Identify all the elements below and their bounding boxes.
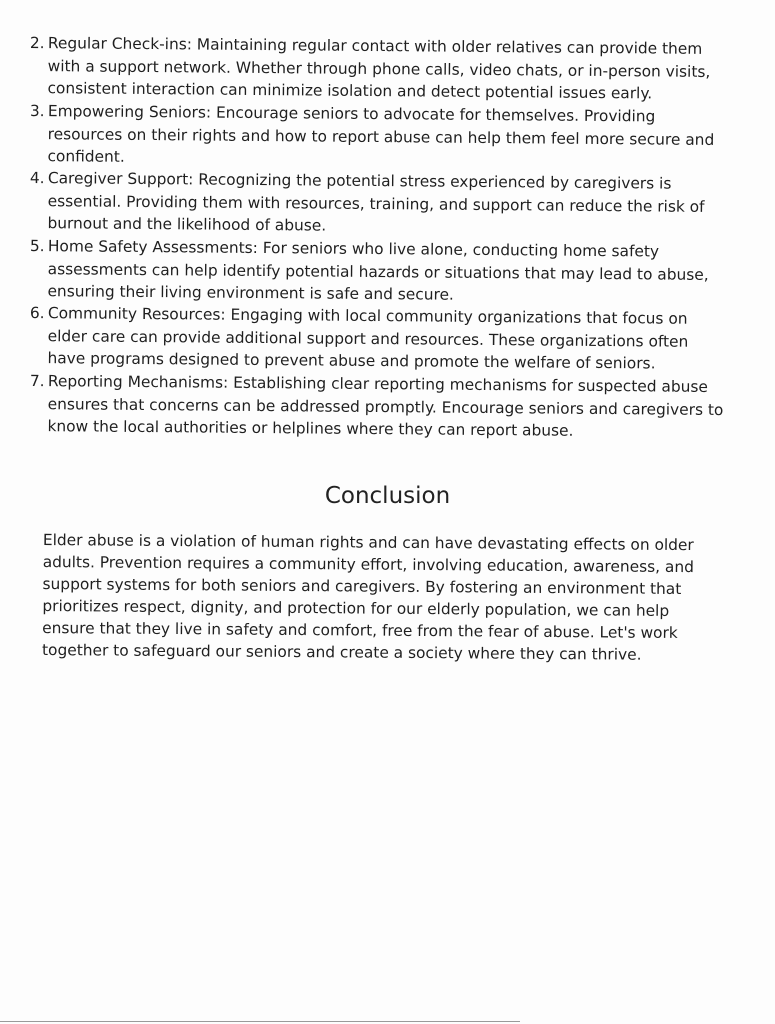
- list-item-number: 7.: [29, 371, 45, 390]
- list-item-number: 2.: [29, 33, 45, 53]
- list-item-text: Reporting Mechanisms: Establishing clear reporting mechanisms for suspected abuse ensures that concerns can be addressed promptly. Encourage seniors and caregivers to know the local authorities or helplines where they can report abuse.: [47, 371, 724, 440]
- list-item-number: 4.: [29, 168, 45, 188]
- list-item: [29, 370, 730, 444]
- list-item-number: 5.: [29, 236, 45, 255]
- list-item-text: Regular Check-ins: Maintaining regular contact with older relatives can provide them with a support network. Whether through phone calls, video chats, or in-person visits, consistent interaction can minimize isolation and detect potential issues early.: [47, 34, 711, 103]
- list-item-text: Home Safety Assessments: For seniors who live alone, conducting home safety assessments can help identify potential hazards or situations that may lead to abuse, ensuring their living environment is safe and secure.: [47, 236, 709, 304]
- list-item: [29, 302, 730, 376]
- list-item: [29, 235, 730, 309]
- conclusion-heading: Conclusion: [324, 483, 451, 509]
- list-item: [29, 167, 730, 241]
- list-item-text: Community Resources: Engaging with local community organizations that focus on elder care can provide additional support and resources. These organizations often have programs designed to prevent abuse and promote the welfare of seniors.: [47, 304, 689, 373]
- list-item-text: Caregiver Support: Recognizing the potential stress experienced by caregivers is essential. Providing them with resources, training, and support can reduce the risk of burnout and the likelihood of abuse.: [47, 169, 705, 235]
- list-item: [29, 32, 730, 106]
- conclusion-paragraph: Elder abuse is a violation of human rights and can have devastating effects on older adults. Prevention requires a community effort, involving education, awareness, and support systems for both seniors and caregivers. By fostering an environment that prioritizes respect, dignity, and protection for our elderly population, we can help ensure that they live in safety and comfort, free from the fear of abuse. Let's work together to safeguard our seniors and create a society where they can thrive.: [41, 530, 694, 664]
- list-item-text: Empowering Seniors: Encourage seniors to advocate for themselves. Providing resources on their rights and how to report abuse can help them feel more secure and confident.: [47, 101, 715, 166]
- list-item-number: 3.: [29, 101, 45, 120]
- list-item-number: 6.: [29, 303, 45, 323]
- list-item: [29, 100, 730, 174]
- prevention-list: [29, 32, 730, 440]
- page-bottom-edge-line: [0, 1021, 520, 1022]
